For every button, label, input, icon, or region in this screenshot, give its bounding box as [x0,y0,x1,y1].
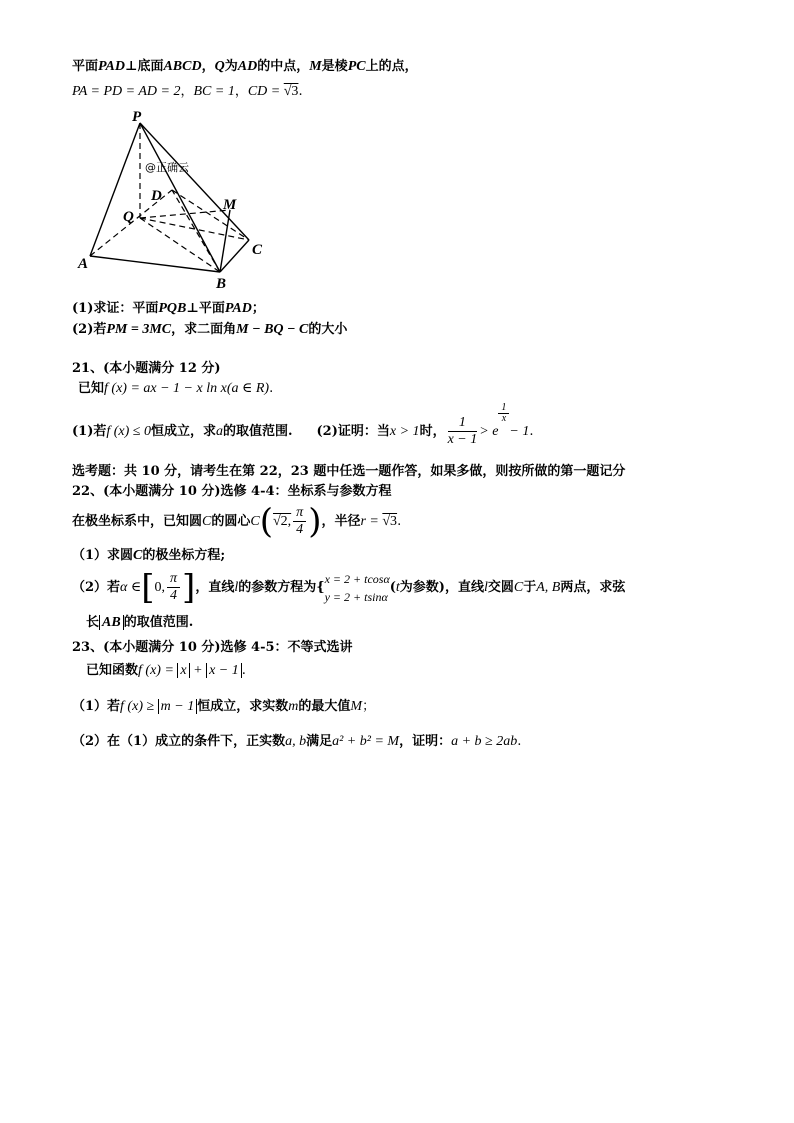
fraction-denominator: 4 [296,522,304,537]
math: − 1 [509,424,530,439]
text: 的取值范围. [123,615,194,630]
text: 的最大值 [298,699,351,714]
edge-BD [172,190,220,272]
text: （2）在（1）成立的条件下，正实数 [72,734,286,749]
text: ，证明： [399,734,452,749]
math: PAD [98,59,125,74]
problem21-parts [72,403,534,450]
problem23-part1 [72,698,375,716]
sqrt-expression: √3 [382,514,398,529]
fraction-denominator: 4 [170,588,178,603]
text: 的圆心 [211,514,251,529]
math: a [216,424,223,439]
text: 为参数)，直线 [399,580,484,595]
parametric-system [325,570,390,606]
text: 为 [224,59,238,74]
math: a, b [285,734,307,749]
text: 上的点， [365,59,418,74]
fraction-numerator: π [293,505,306,522]
math: a + b ≥ 2ab [451,734,518,749]
math: α ∈ [120,580,142,595]
math: m − 1 [158,699,198,714]
text: . [517,734,522,749]
math: C [133,548,143,563]
text: 两点，求弦 [560,580,626,595]
math: C [513,580,524,595]
math: a² + b² = M [332,734,400,749]
text: . [241,663,246,678]
label-B: B [216,276,227,292]
text: 平面 [72,59,99,74]
text: 的极坐标方程; [142,548,226,563]
fraction-pi-over-4 [167,571,180,604]
math: AD [237,59,258,74]
text: 的中点， [257,59,310,74]
text: ， [180,84,194,99]
math: PQB [158,301,187,316]
math: C [202,514,212,529]
prev-problem-line2 [72,83,303,101]
text: . [397,514,402,529]
math: C [250,514,260,529]
problem22-part1 [72,547,225,565]
math: BC = 1 [193,84,235,99]
text: 的取值范围. [223,424,293,439]
problem21-given [78,380,273,398]
prev-problem-line1 [72,58,418,76]
text: 在极坐标系中，已知圆 [72,514,203,529]
text: 已知函数 [86,663,139,678]
text: 的参数方程为{ [238,580,325,595]
text: （2）若 [72,580,121,595]
fraction-1-over-x-minus-1 [448,415,478,448]
paren-close: ) [308,501,322,542]
math: f (x) ≤ 0 [106,424,151,439]
text: ⊥底面 [124,59,164,74]
problem23-part2 [72,733,521,751]
math: x > 1 [389,424,420,439]
text: . [298,84,303,99]
text: ⊥平面 [186,301,225,316]
text: ，直线 [195,580,235,595]
sqrt-expression: √3 [283,84,299,99]
math: l [234,580,239,595]
math: f (x) = ax − 1 − x ln x(a ∈ R) [104,381,270,396]
text: （1）求圆 [72,548,134,563]
label-M: M [223,197,237,213]
math: √2, [272,514,292,529]
text: 交圆 [487,580,514,595]
problem22-header: 22、(本小题满分 10 分)选修 4-4：坐标系与参数方程 [72,484,392,499]
text: ； [362,699,376,714]
text: 已知 [78,381,105,396]
label-Q: Q [123,209,134,225]
math: PM = 3MC [106,322,172,337]
math: PA = PD = AD = 2 [72,84,181,99]
paren-open: ( [259,501,273,542]
fraction-pi-over-4 [293,505,306,538]
math: M [350,699,363,714]
text: ( [389,580,396,595]
fraction-numerator: π [167,571,180,588]
text: ，半径 [321,514,361,529]
exponent-denominator: x [501,413,507,424]
math: ABCD [163,59,202,74]
math: PAD [224,301,252,316]
watermark: @正确云 [145,161,189,174]
math: M − BQ − C [236,322,309,337]
text: ，求二面角 [171,322,237,337]
math: r = [360,514,383,529]
math: > e [479,424,499,439]
bracket-open: [ [141,567,155,608]
math: f (x) ≥ [120,699,158,714]
label-A: A [78,256,89,272]
problem22-given [72,502,401,542]
text: 恒成立，求实数 [197,699,289,714]
math: A, B [536,580,561,595]
problem21-header: 21、(本小题满分 12 分) [72,361,221,376]
exponent-fraction [498,403,509,424]
text: . [529,424,534,439]
math: M [309,59,322,74]
math: + [189,663,207,678]
math: l [483,580,488,595]
math: t [395,580,400,595]
fraction-denominator: x − 1 [447,432,478,447]
text: 长 [86,615,100,630]
text: ， [234,84,248,99]
text: 时， [419,424,446,439]
prev-problem-part1 [72,300,265,318]
text: 是棱 [321,59,348,74]
problem23-given [86,662,246,680]
fraction-numerator: 1 [448,415,478,432]
text: （1）若 [72,699,121,714]
text: ， [201,59,215,74]
math: AB [99,615,124,630]
math: x − 1 [206,663,242,678]
edge-PC [140,123,249,240]
problem22-part2 [72,568,625,608]
math: PC [347,59,366,74]
label-P: P [132,110,142,125]
exponent-numerator: 1 [498,403,509,414]
label-C: C [252,242,263,258]
problem23-header: 23、(本小题满分 10 分)选修 4-5：不等式选讲 [72,640,353,655]
text: (1)若 [72,424,107,439]
label-D: D [151,188,162,204]
pyramid-figure [72,110,272,295]
text: 的大小 [308,322,348,337]
text: (2)证明：当 [316,424,390,439]
bracket-close: ] [182,567,196,608]
math: f (x) = [138,663,178,678]
text: (1)求证：平面 [72,301,159,316]
math: m [288,699,299,714]
text: 恒成立，求 [150,424,216,439]
math: x [177,663,189,678]
math: Q [214,59,225,74]
math: CD = [247,84,284,99]
prev-problem-part2 [72,321,347,339]
text: 于 [523,580,537,595]
text: ； [251,301,265,316]
text: . [269,381,274,396]
text: 满足 [306,734,333,749]
math: 0, [154,580,166,595]
equation-x: x = 2 + tcosα [324,571,390,586]
elective-note: 选考题：共 10 分，请考生在第 22，23 题中任选一题作答，如果多做，则按所做的第一题记分 [72,464,626,479]
equation-y: y = 2 + tsinα [324,589,388,604]
problem22-part2-cont [86,614,193,632]
text: (2)若 [72,322,107,337]
